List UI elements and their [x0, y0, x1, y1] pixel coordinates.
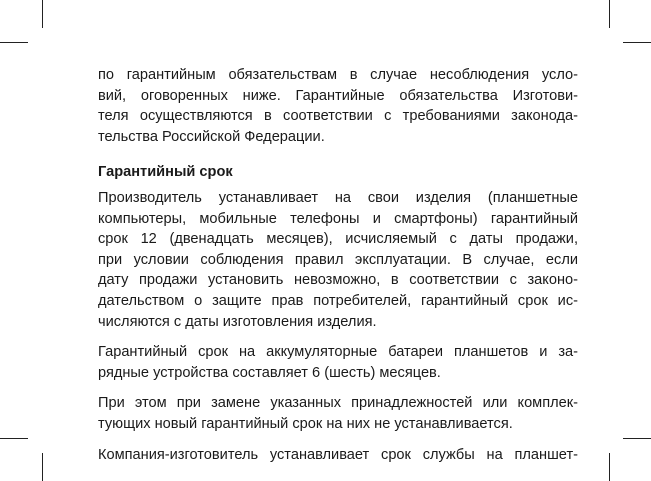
text-line: дату продажи установить невозможно, в соответствии с законо-	[98, 272, 578, 289]
document-text	[98, 65, 578, 465]
text-line: числяются с даты изготовления изделия.	[98, 313, 377, 330]
text-line: срок 12 (двенадцать месяцев), исчисляемый с даты продажи,	[98, 231, 578, 248]
text-line: по гарантийным обязательствам в случае несоблюдения усло-	[98, 67, 578, 83]
text-line: рядные устройства составляет 6 (шесть) месяцев.	[98, 364, 441, 381]
paragraph-service-life	[98, 445, 578, 466]
text-line: тующих новый гарантийный срок на них не устанавливается.	[98, 415, 513, 432]
crop-mark-top-left-horizontal	[0, 42, 28, 43]
crop-mark-top-right-horizontal	[623, 42, 651, 43]
paragraph-battery-warranty	[98, 342, 578, 383]
text-line: при условии соблюдения правил эксплуатации. В случае, если	[98, 251, 578, 268]
text-line: Гарантийный срок на аккумуляторные батареи планшетов и за-	[98, 344, 578, 361]
text-line: вий, оговоренных ниже. Гарантийные обязательства Изготови-	[98, 87, 578, 104]
section-heading: Гарантийный срок	[98, 164, 233, 181]
text-line: Производитель устанавливает на свои изделия (планшетные	[98, 189, 578, 206]
paragraph-warranty-period	[98, 188, 578, 332]
text-line: теля осуществляются в соответствии с требованиями законода-	[98, 108, 578, 125]
text-line: тельства Российской Федерации.	[98, 128, 325, 145]
text-line: При этом при замене указанных принадлежностей или комплек-	[98, 395, 578, 412]
paragraph-warranty-obligations	[98, 65, 578, 147]
crop-mark-bottom-right-horizontal	[623, 438, 651, 439]
crop-mark-top-right-vertical	[609, 0, 610, 28]
crop-mark-bottom-left-horizontal	[0, 438, 28, 439]
paragraph-accessory-replacement	[98, 393, 578, 434]
crop-mark-top-left-vertical	[42, 0, 43, 28]
text-line: компьютеры, мобильные телефоны и смартфоны) гарантийный	[98, 210, 578, 227]
crop-mark-bottom-left-vertical	[42, 453, 43, 481]
text-line: Компания-изготовитель устанавливает срок службы на планшет-	[98, 446, 578, 463]
crop-mark-bottom-right-vertical	[609, 453, 610, 481]
text-line: дательством о защите прав потребителей, гарантийный срок ис-	[98, 292, 578, 309]
